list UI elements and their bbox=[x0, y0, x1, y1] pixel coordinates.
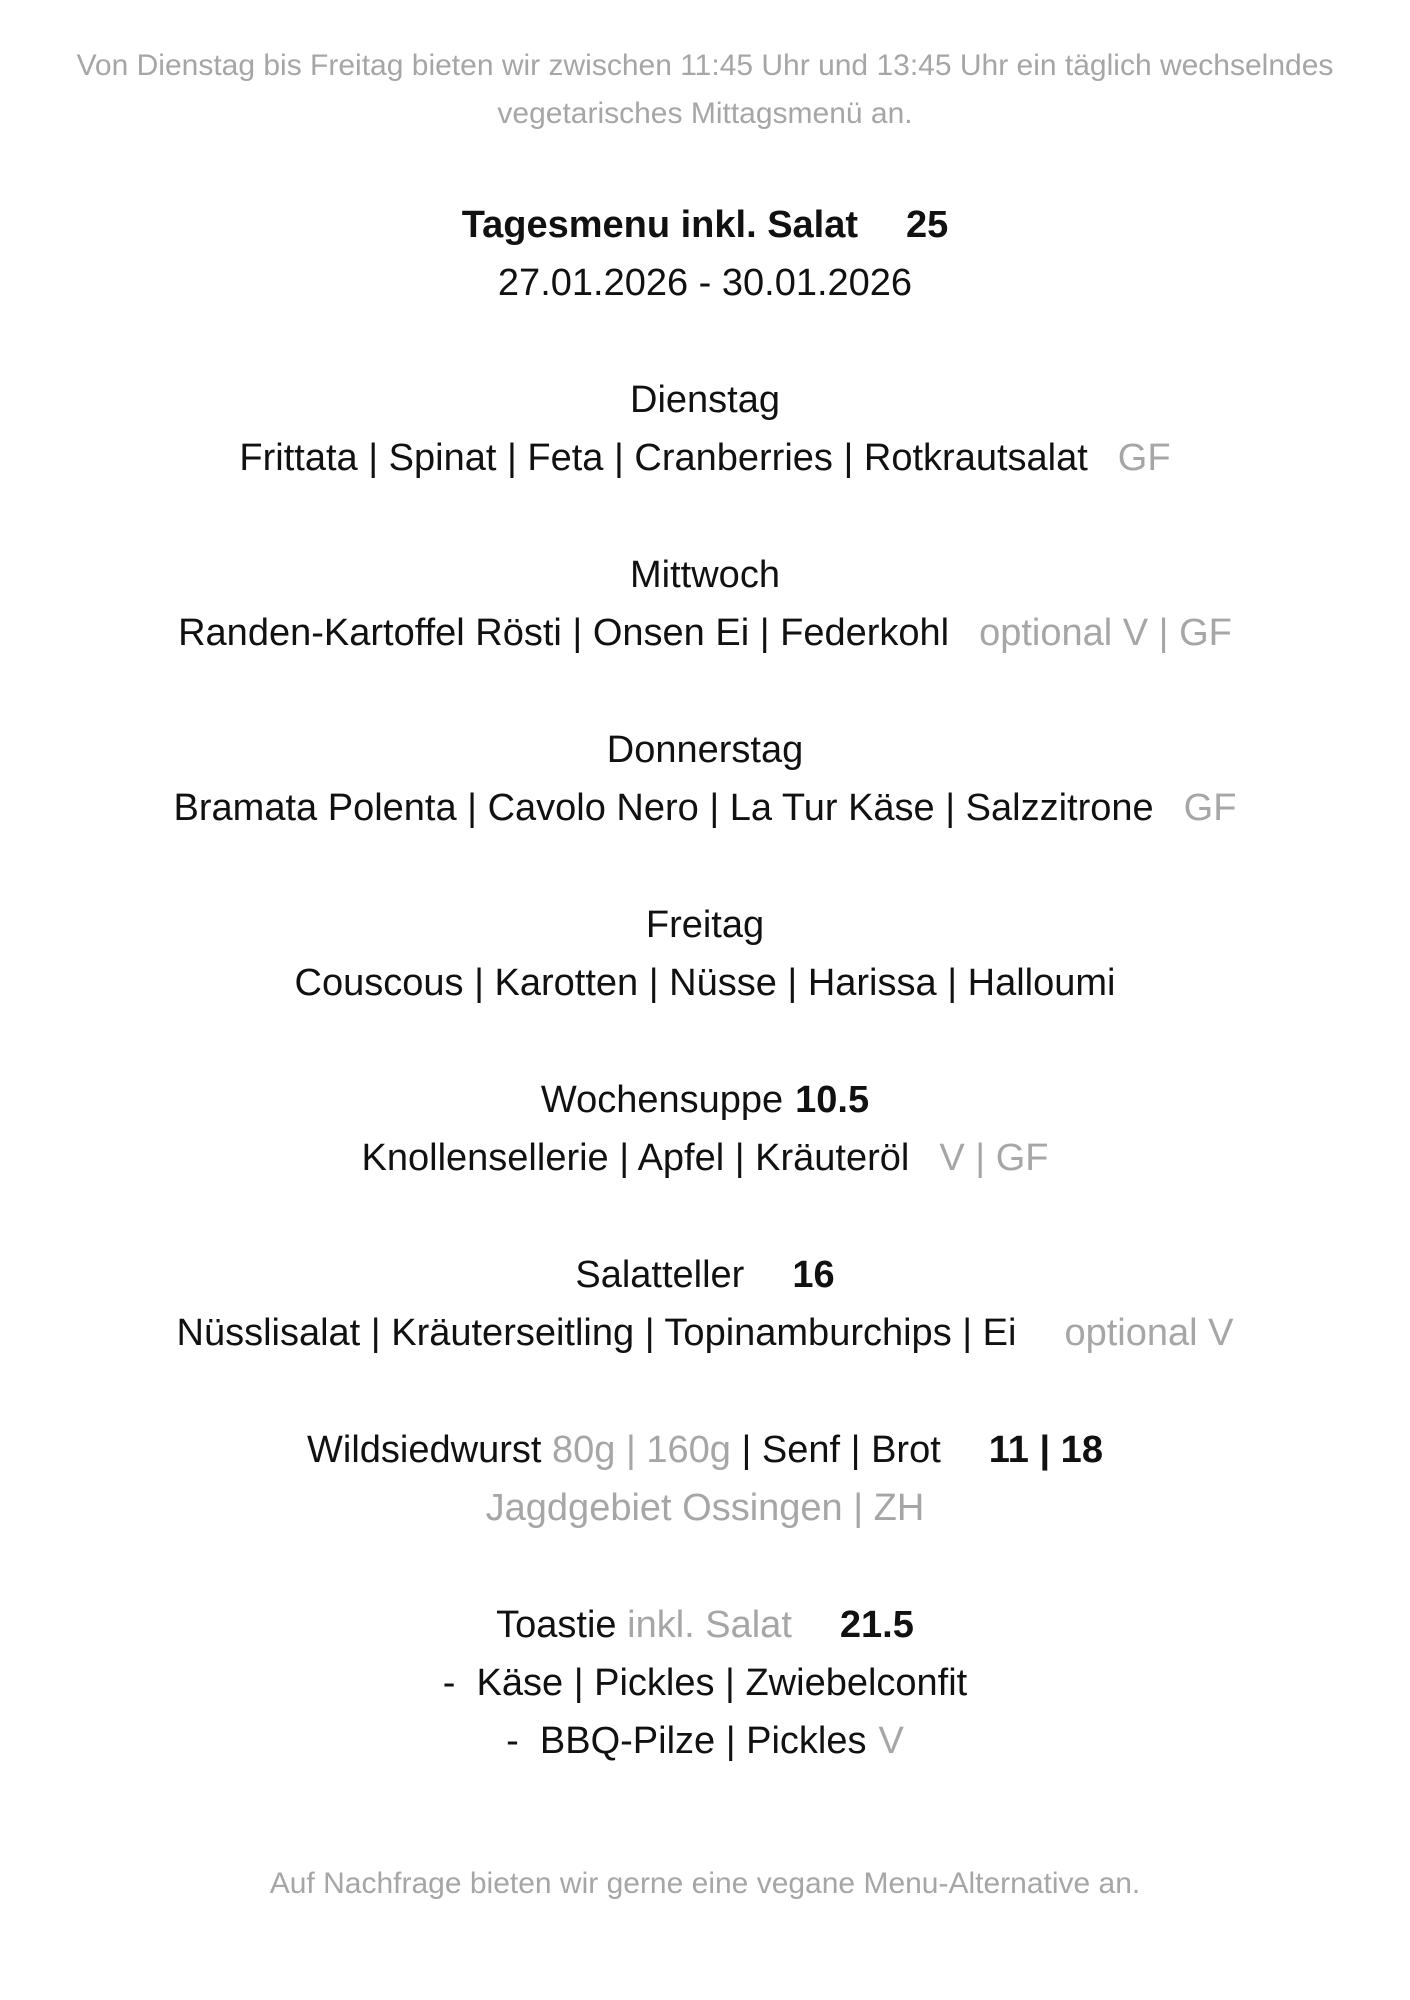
dish-tags: GF bbox=[1117, 437, 1171, 479]
sausage-sides: | Senf | Brot bbox=[741, 1429, 941, 1471]
dish-tags: GF bbox=[1183, 787, 1237, 829]
day-section-freitag bbox=[0, 896, 1410, 1012]
tagesmenu-title: Tagesmenu inkl. Salat bbox=[461, 204, 859, 246]
day-section-dienstag bbox=[0, 371, 1410, 487]
sausage-title: Wildsiedwurst bbox=[307, 1429, 542, 1471]
toastie-variant-text: - BBQ-Pilze | Pickles bbox=[506, 1720, 867, 1762]
tagesmenu-section bbox=[0, 196, 1410, 312]
soup-tags: V | GF bbox=[939, 1137, 1049, 1179]
day-name: Freitag bbox=[645, 904, 765, 946]
day-dish bbox=[0, 779, 1410, 837]
intro-line-1: Von Dienstag bis Freitag bieten wir zwischen 11:45 Uhr und 13:45 Uhr ein täglich wechselndes bbox=[76, 49, 1334, 82]
toastie-note: inkl. Salat bbox=[627, 1604, 792, 1646]
tagesmenu-price: 25 bbox=[906, 204, 949, 246]
soup-heading bbox=[0, 1071, 1410, 1129]
day-section-donnerstag bbox=[0, 721, 1410, 837]
tagesmenu-date-range: 27.01.2026 - 30.01.2026 bbox=[497, 262, 913, 304]
salad-heading bbox=[0, 1246, 1410, 1304]
day-name: Dienstag bbox=[630, 379, 780, 421]
salad-dish-text: Nüsslisalat | Kräuterseitling | Topinamburchips | Ei bbox=[176, 1312, 1017, 1354]
toastie-variant-text: - Käse | Pickles | Zwiebelconfit bbox=[442, 1662, 968, 1704]
dish-text: Bramata Polenta | Cavolo Nero | La Tur Käse | Salzzitrone bbox=[173, 787, 1154, 829]
salad-dish bbox=[0, 1304, 1410, 1362]
toastie-section bbox=[0, 1596, 1410, 1770]
soup-section bbox=[0, 1071, 1410, 1187]
sausage-price: 11 | 18 bbox=[988, 1429, 1103, 1471]
toastie-title: Toastie bbox=[496, 1604, 617, 1646]
day-dish bbox=[0, 604, 1410, 662]
salad-price: 16 bbox=[792, 1254, 835, 1296]
dish-tags: optional V | GF bbox=[979, 612, 1232, 654]
sausage-heading bbox=[0, 1421, 1410, 1479]
day-name: Donnerstag bbox=[606, 729, 804, 771]
toastie-variant-tags: V bbox=[878, 1720, 904, 1762]
day-name: Mittwoch bbox=[630, 554, 780, 596]
sausage-origin: Jagdgebiet Ossingen | ZH bbox=[485, 1487, 925, 1529]
day-dish bbox=[0, 429, 1410, 487]
soup-dish bbox=[0, 1129, 1410, 1187]
soup-price: 10.5 bbox=[795, 1079, 870, 1121]
dish-text: Frittata | Spinat | Feta | Cranberries | Rotkrautsalat bbox=[239, 437, 1088, 479]
salad-section bbox=[0, 1246, 1410, 1362]
day-dish bbox=[0, 954, 1410, 1012]
intro-line-2: vegetarisches Mittagsmenü an. bbox=[497, 97, 913, 130]
salad-tags: optional V bbox=[1064, 1312, 1234, 1354]
day-section-mittwoch bbox=[0, 546, 1410, 662]
soup-title: Wochensuppe bbox=[540, 1079, 784, 1121]
toastie-heading bbox=[0, 1596, 1410, 1654]
toastie-variant bbox=[0, 1712, 1410, 1770]
toastie-price: 21.5 bbox=[839, 1604, 914, 1646]
soup-dish-text: Knollensellerie | Apfel | Kräuteröl bbox=[361, 1137, 910, 1179]
footer-note: Auf Nachfrage bieten wir gerne eine vegane Menu-Alternative an. bbox=[269, 1867, 1141, 1900]
toastie-variant bbox=[0, 1654, 1410, 1712]
intro-text bbox=[0, 42, 1410, 138]
sausage-section bbox=[0, 1421, 1410, 1537]
dish-text: Randen-Kartoffel Rösti | Onsen Ei | Federkohl bbox=[178, 612, 950, 654]
dish-text: Couscous | Karotten | Nüsse | Harissa | Halloumi bbox=[294, 962, 1116, 1004]
salad-title: Salatteller bbox=[575, 1254, 745, 1296]
sausage-sizes: 80g | 160g bbox=[551, 1429, 731, 1471]
tagesmenu-heading bbox=[0, 196, 1410, 254]
